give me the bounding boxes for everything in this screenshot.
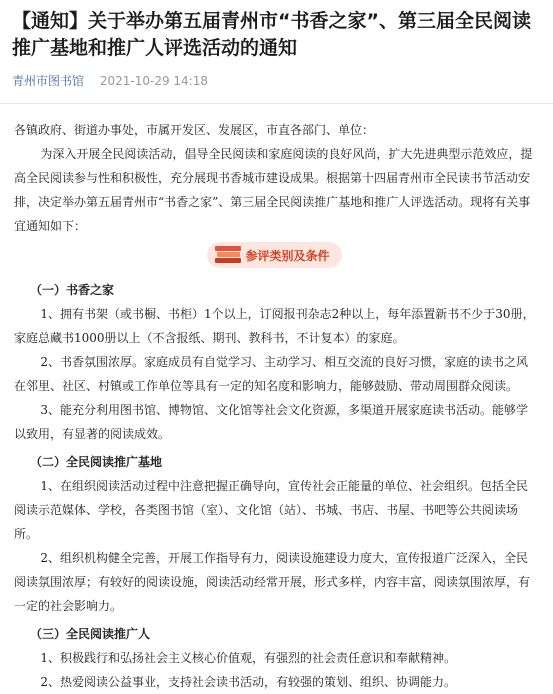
section-1-item-1: 1、拥有书架（或书橱、书柜）1个以上，订阅报刊杂志2种以上，每年添置新书不少于30册，家庭总藏书1000册以上（不含报纸、期刊、教科书，不计复本）的家庭。	[14, 307, 535, 345]
intro-paragraph: 为深入开展全民阅读活动，倡导全民阅读和家庭阅读的良好风尚，扩大先进典型示范效应，提高全民阅读参与性和积极性，充分展现书香城市建设成果。根据第十四届青州市全民读书节活动安排，决定举办第五届青州市“书香之家”、第三届全民阅读推广基地和推广人评选活动。现将有关事宜通知如下：	[14, 147, 533, 233]
section-heading-3: （三）全民阅读推广人	[30, 627, 151, 641]
article-meta	[12, 72, 553, 89]
category-banner	[207, 242, 341, 268]
section-3-item-2: 2、热爱阅读公益事业，支持社会读书活动，有较强的策划、组织、协调能力。	[40, 675, 457, 689]
section-3-item-1: 1、积极践行和弘扬社会主义核心价值观，有强烈的社会责任意识和奉献精神。	[40, 651, 457, 665]
category-banner-wrap	[14, 242, 535, 272]
article-title: 【通知】关于举办第五届青州市“书香之家”、第三届全民阅读推广基地和推广人评选活动的通知	[12, 10, 531, 59]
publish-date: 2021-10-29 14:18	[99, 74, 208, 88]
section-1-item-2: 2、书香氛围浓厚。家庭成员有自觉学习、主动学习、相互交流的良好习惯，家庭的读书之风在邻里、社区、村镇或工作单位等具有一定的知名度和影响力，能够鼓励、带动周围群众阅读。	[14, 355, 529, 393]
section-2-item-1: 1、在组织阅读活动过程中注意把握正确导向，宣传社会正能量的单位、社会组织。包括全民阅读示范媒体、学校，各类图书馆（室）、文化馆（站）、书城、书店、书屋、书吧等公共阅读场所。	[14, 479, 529, 541]
banner-label: 参评类别及条件	[245, 248, 330, 263]
books-icon	[215, 246, 241, 264]
section-heading-1: （一）书香之家	[30, 283, 115, 297]
section-1-item-3: 3、能充分利用图书馆、博物馆、文化馆等社会文化资源，多渠道开展家庭读书活动。能够学以致用，有显著的阅读成效。	[14, 403, 529, 441]
article-body	[0, 104, 553, 694]
section-heading-2: （二）全民阅读推广基地	[30, 455, 163, 469]
salutation: 各镇政府、街道办事处，市属开发区、发展区，市直各部门、单位：	[14, 123, 375, 137]
section-2-item-2: 2、组织机构健全完善，开展工作指导有力，阅读设施建设力度大，宣传报道广泛深入，全民阅读氛围浓厚；有较好的阅读设施，阅读活动经常开展，形式多样，内容丰富，阅读氛围浓厚，有一定的社会影响力。	[14, 551, 531, 613]
author-link[interactable]: 青州市图书馆	[12, 74, 85, 88]
